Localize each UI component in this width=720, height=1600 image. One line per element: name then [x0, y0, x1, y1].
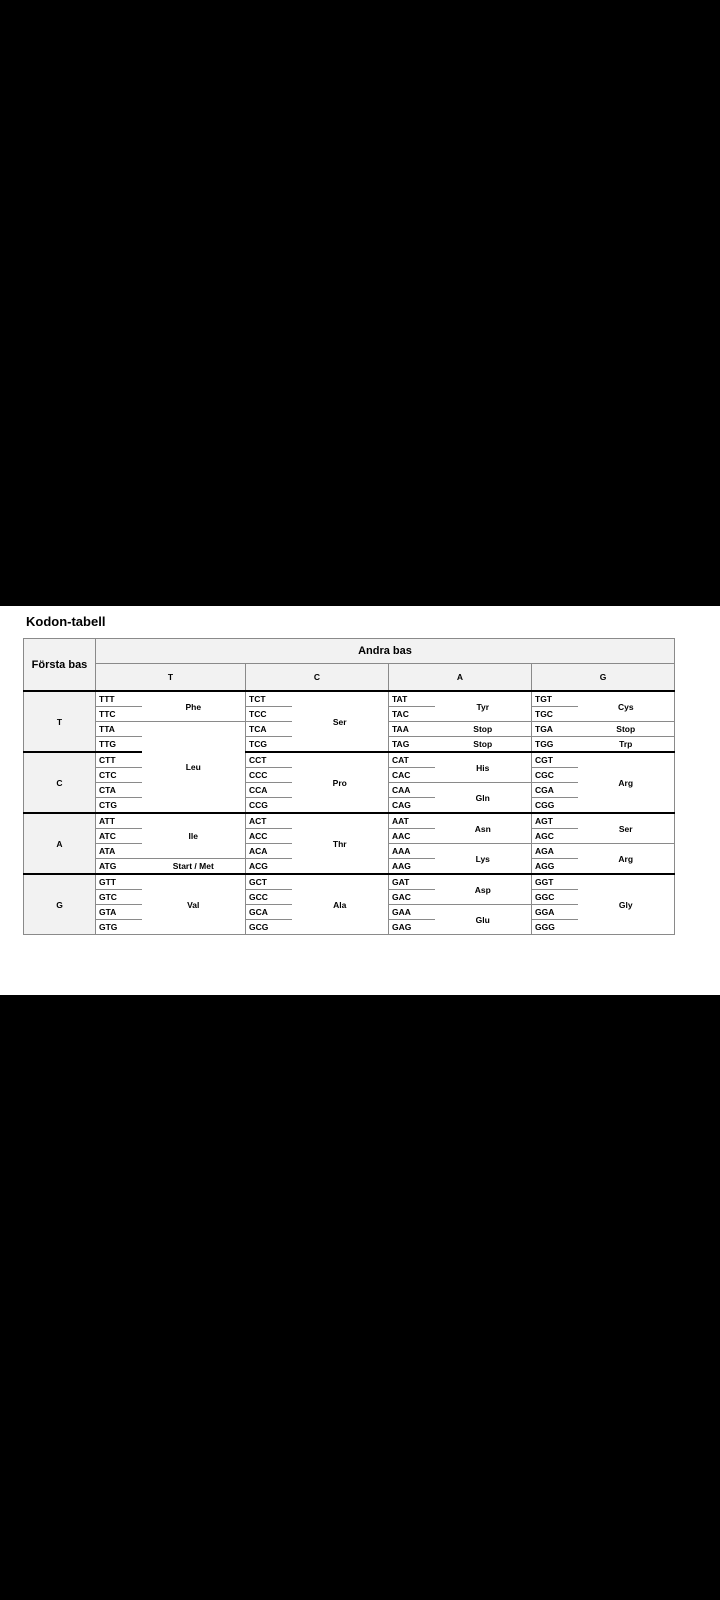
amino-acid-asp: Asp	[435, 874, 532, 905]
codon-cell: TGC	[532, 707, 578, 722]
amino-acid-his: His	[435, 752, 532, 783]
header-second-base-c: C	[246, 664, 389, 692]
codon-cell: AGC	[532, 829, 578, 844]
codon-cell: GCC	[246, 890, 292, 905]
codon-cell: AAT	[389, 813, 435, 829]
first-base-g: G	[24, 874, 96, 935]
codon-cell: ACC	[246, 829, 292, 844]
codon-cell: GCG	[246, 920, 292, 935]
codon-cell: TGG	[532, 737, 578, 753]
codon-cell: TCC	[246, 707, 292, 722]
amino-acid-phe: Phe	[142, 691, 246, 722]
codon-cell: GAG	[389, 920, 435, 935]
amino-acid-pro: Pro	[292, 752, 389, 813]
codon-cell: TCG	[246, 737, 292, 753]
amino-acid-start-met: Start / Met	[142, 859, 246, 875]
amino-acid-arg: Arg	[578, 844, 675, 875]
amino-acid-ser: Ser	[578, 813, 675, 844]
codon-cell: CTC	[96, 768, 142, 783]
codon-cell: AGG	[532, 859, 578, 875]
amino-acid-thr: Thr	[292, 813, 389, 874]
header-first-base: Första bas	[24, 639, 96, 692]
amino-acid-ile: Ile	[142, 813, 246, 859]
codon-cell: ATG	[96, 859, 142, 875]
codon-cell: CGG	[532, 798, 578, 814]
codon-cell: CTT	[96, 752, 142, 768]
codon-cell: CTA	[96, 783, 142, 798]
codon-cell: CAT	[389, 752, 435, 768]
amino-acid-tyr: Tyr	[435, 691, 532, 722]
codon-cell: ACG	[246, 859, 292, 875]
codon-cell: GTC	[96, 890, 142, 905]
codon-cell: GGA	[532, 905, 578, 920]
codon-cell: CGC	[532, 768, 578, 783]
codon-cell: GAT	[389, 874, 435, 890]
codon-cell: GCT	[246, 874, 292, 890]
codon-cell: GGT	[532, 874, 578, 890]
amino-acid-asn: Asn	[435, 813, 532, 844]
first-base-c: C	[24, 752, 96, 813]
codon-cell: TTG	[96, 737, 142, 753]
amino-acid-gln: Gln	[435, 783, 532, 814]
codon-cell: ACT	[246, 813, 292, 829]
amino-acid-leu: Leu	[142, 722, 246, 814]
codon-cell: GGG	[532, 920, 578, 935]
codon-cell: CAA	[389, 783, 435, 798]
amino-acid-stop: Stop	[435, 737, 532, 753]
codon-cell: ATT	[96, 813, 142, 829]
codon-cell: TGA	[532, 722, 578, 737]
first-base-t: T	[24, 691, 96, 752]
amino-acid-stop: Stop	[578, 722, 675, 737]
codon-cell: CGT	[532, 752, 578, 768]
amino-acid-ser: Ser	[292, 691, 389, 752]
codon-cell: CAC	[389, 768, 435, 783]
amino-acid-stop: Stop	[435, 722, 532, 737]
codon-cell: GTT	[96, 874, 142, 890]
codon-cell: AGA	[532, 844, 578, 859]
codon-cell: AAG	[389, 859, 435, 875]
amino-acid-val: Val	[142, 874, 246, 935]
codon-cell: GTG	[96, 920, 142, 935]
codon-cell: TCA	[246, 722, 292, 737]
codon-cell: ACA	[246, 844, 292, 859]
amino-acid-ala: Ala	[292, 874, 389, 935]
codon-cell: TAG	[389, 737, 435, 753]
codon-cell: CCT	[246, 752, 292, 768]
codon-cell: CCG	[246, 798, 292, 814]
header-second-base-a: A	[389, 664, 532, 692]
amino-acid-gly: Gly	[578, 874, 675, 935]
codon-table-document	[0, 606, 720, 995]
codon-cell: AAA	[389, 844, 435, 859]
codon-cell: TCT	[246, 691, 292, 707]
codon-cell: CCC	[246, 768, 292, 783]
codon-cell: CCA	[246, 783, 292, 798]
codon-cell: TTT	[96, 691, 142, 707]
amino-acid-trp: Trp	[578, 737, 675, 753]
document-title: Kodon-tabell	[26, 614, 106, 629]
codon-cell: TGT	[532, 691, 578, 707]
amino-acid-lys: Lys	[435, 844, 532, 875]
codon-cell: TAC	[389, 707, 435, 722]
amino-acid-glu: Glu	[435, 905, 532, 935]
header-second-base: Andra bas	[96, 639, 675, 664]
codon-cell: GGC	[532, 890, 578, 905]
codon-cell: TTC	[96, 707, 142, 722]
codon-cell: TAA	[389, 722, 435, 737]
first-base-a: A	[24, 813, 96, 874]
codon-cell: GTA	[96, 905, 142, 920]
codon-cell: TTA	[96, 722, 142, 737]
header-second-base-t: T	[96, 664, 246, 692]
codon-cell: AGT	[532, 813, 578, 829]
codon-cell: TAT	[389, 691, 435, 707]
amino-acid-arg: Arg	[578, 752, 675, 813]
codon-cell: ATA	[96, 844, 142, 859]
codon-cell: CGA	[532, 783, 578, 798]
codon-cell: CTG	[96, 798, 142, 814]
codon-cell: GAA	[389, 905, 435, 920]
codon-cell: GCA	[246, 905, 292, 920]
codon-cell: GAC	[389, 890, 435, 905]
codon-cell: AAC	[389, 829, 435, 844]
codon-table	[23, 638, 675, 935]
header-second-base-g: G	[532, 664, 675, 692]
codon-cell: CAG	[389, 798, 435, 814]
amino-acid-cys: Cys	[578, 691, 675, 722]
codon-cell: ATC	[96, 829, 142, 844]
